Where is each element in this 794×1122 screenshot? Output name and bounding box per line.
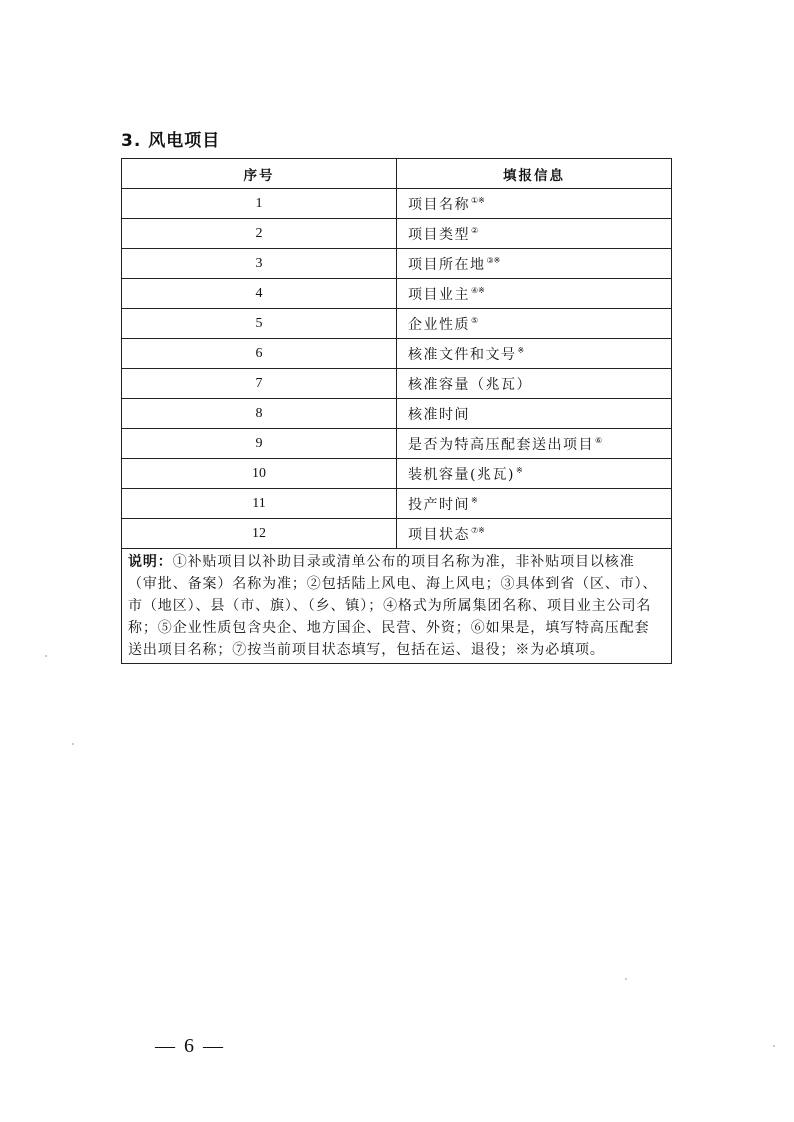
row-footnote-mark: ※: [517, 345, 525, 355]
row-footnote-mark: ※: [515, 465, 523, 475]
table-row: [122, 459, 672, 489]
row-label: 项目业主: [408, 286, 470, 303]
row-footnote-mark: ④※: [471, 285, 485, 295]
row-info: [397, 339, 672, 369]
table-body: [122, 189, 672, 549]
row-label: 项目类型: [408, 226, 470, 243]
row-number: 5: [122, 309, 397, 339]
row-info: [397, 279, 672, 309]
note-text: ①补贴项目以补助目录或清单公布的项目名称为准，非补贴项目以核准（审批、备案）名称为准；②包括陆上风电、海上风电；③具体到省（区、市）、市（地区）、县（市、旗）、（乡、镇）；④格式为所属集团名称、项目业主公司名称；⑤企业性质包含央企、地方国企、民营、外资；⑥如果是，填写特高压配套送出项目名称；⑦按当前项目状态填写，包括在运、退役；※为必填项。: [128, 554, 658, 658]
row-info: [397, 459, 672, 489]
table-row: [122, 489, 672, 519]
row-label: 投产时间: [408, 496, 470, 513]
row-info: [397, 369, 672, 399]
section-title: 3. 风电项目: [121, 131, 221, 151]
row-info: [397, 519, 672, 549]
row-footnote-mark: ③※: [486, 255, 501, 265]
table-row: [122, 219, 672, 249]
row-number: 4: [122, 279, 397, 309]
table-row: [122, 279, 672, 309]
row-number: 10: [122, 459, 397, 489]
header-index: 序号: [122, 159, 397, 189]
row-label: 是否为特高压配套送出项目: [408, 436, 594, 453]
row-footnote-mark: ②: [471, 225, 479, 235]
row-footnote-mark: ⑥: [595, 435, 603, 445]
page-number: — 6 —: [155, 1035, 225, 1057]
row-number: 7: [122, 369, 397, 399]
row-info: [397, 309, 672, 339]
scan-speck: [45, 655, 47, 657]
row-info: [397, 399, 672, 429]
row-info: [397, 489, 672, 519]
row-number: 1: [122, 189, 397, 219]
scan-speck: [72, 743, 74, 745]
header-info: 填报信息: [397, 159, 672, 189]
table-row: [122, 429, 672, 459]
row-info: [397, 189, 672, 219]
row-footnote-mark: ①※: [471, 195, 485, 205]
row-number: 9: [122, 429, 397, 459]
row-number: 6: [122, 339, 397, 369]
note-cell: [122, 549, 672, 664]
row-number: 11: [122, 489, 397, 519]
row-label: 核准容量（兆瓦）: [408, 376, 532, 393]
info-table: [121, 158, 672, 664]
row-label: 装机容量(兆瓦): [408, 466, 515, 483]
table-row: [122, 399, 672, 429]
table-row: [122, 369, 672, 399]
note-label: 说明：: [128, 554, 173, 570]
row-footnote-mark: ⑤: [471, 315, 479, 325]
row-footnote-mark: ※: [471, 495, 478, 505]
row-label: 核准文件和文号: [408, 346, 517, 363]
row-label: 项目状态: [408, 526, 470, 543]
row-footnote-mark: ⑦※: [471, 525, 485, 535]
row-number: 12: [122, 519, 397, 549]
table-row: [122, 189, 672, 219]
row-label: 项目所在地: [408, 256, 486, 273]
row-number: 8: [122, 399, 397, 429]
row-label: 企业性质: [408, 316, 470, 333]
table-row: [122, 249, 672, 279]
row-info: [397, 429, 672, 459]
row-number: 3: [122, 249, 397, 279]
row-info: [397, 219, 672, 249]
scan-speck: [773, 1045, 775, 1047]
row-label: 核准时间: [408, 406, 470, 423]
note-row: [122, 549, 672, 664]
table-row: [122, 339, 672, 369]
scan-speck: [625, 978, 627, 980]
table-row: [122, 309, 672, 339]
row-info: [397, 249, 672, 279]
row-label: 项目名称: [408, 196, 470, 213]
table-header-row: [122, 159, 672, 189]
table-row: [122, 519, 672, 549]
row-number: 2: [122, 219, 397, 249]
